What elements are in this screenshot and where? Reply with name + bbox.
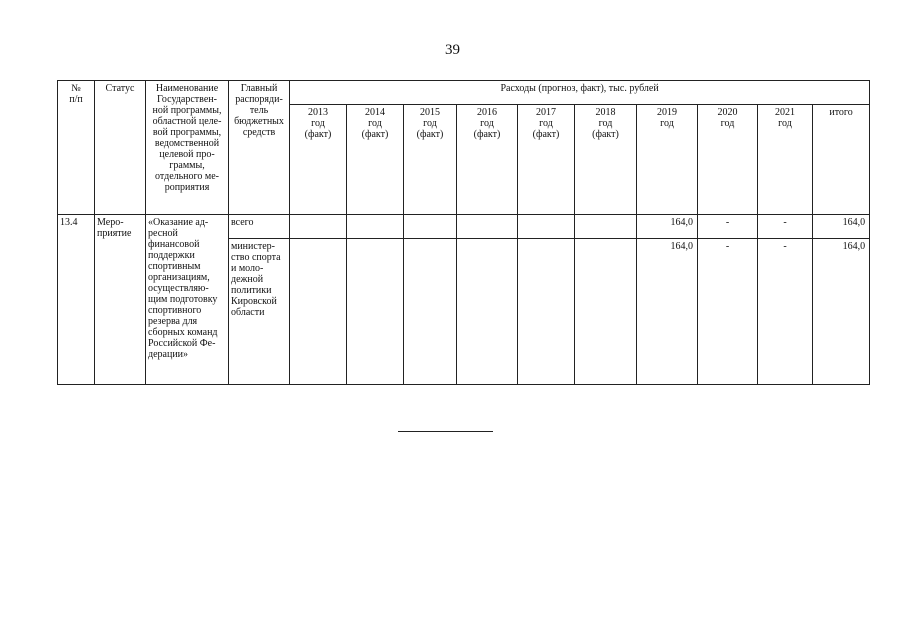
value-cell [290, 215, 347, 239]
separator-line [398, 431, 493, 432]
row-name: «Оказание ад- ресной финансовой поддержки спортивным организациям, осуществляю- щим подготовку спортивного резерва для сборных команд Российской Фе- дерации» [146, 215, 229, 385]
col-header-num: № п/п [58, 81, 95, 215]
value-cell [290, 239, 347, 385]
value-cell: 164,0 [637, 215, 698, 239]
col-header-year: 2015 год (факт) [404, 105, 457, 215]
row-manager: министер- ство спорта и моло- дежной политики Кировской области [229, 239, 290, 385]
col-header-year: 2014 год (факт) [347, 105, 404, 215]
value-cell: - [758, 215, 813, 239]
row-manager: всего [229, 215, 290, 239]
col-header-year: 2018 год (факт) [575, 105, 637, 215]
value-cell [347, 239, 404, 385]
col-header-year: 2013 год (факт) [290, 105, 347, 215]
col-header-year: 2021 год [758, 105, 813, 215]
value-cell: - [698, 215, 758, 239]
value-cell: 164,0 [813, 239, 870, 385]
col-header-year: 2017 год (факт) [518, 105, 575, 215]
col-header-year: 2019 год [637, 105, 698, 215]
col-header-year: 2016 год (факт) [457, 105, 518, 215]
value-cell: 164,0 [637, 239, 698, 385]
value-cell [457, 239, 518, 385]
budget-table [57, 80, 870, 385]
row-status: Меро- приятие [95, 215, 146, 385]
col-header-status: Статус [95, 81, 146, 215]
col-header-expenses: Расходы (прогноз, факт), тыс. рублей [290, 81, 870, 105]
value-cell: - [698, 239, 758, 385]
col-header-name: Наименование Государствен- ной программы, областной целе- вой программы, ведомственной целевой про- граммы, отдельного ме- роприятия [146, 81, 229, 215]
value-cell [575, 239, 637, 385]
value-cell: - [758, 239, 813, 385]
value-cell [404, 239, 457, 385]
value-cell [347, 215, 404, 239]
value-cell [457, 215, 518, 239]
value-cell [404, 215, 457, 239]
page-number: 39 [445, 42, 460, 58]
row-num: 13.4 [58, 215, 95, 385]
value-cell [518, 239, 575, 385]
value-cell: 164,0 [813, 215, 870, 239]
table-row [58, 215, 870, 239]
col-header-year: 2020 год [698, 105, 758, 215]
col-header-manager: Главный распоряди- тель бюджетных средств [229, 81, 290, 215]
value-cell [575, 215, 637, 239]
header-row-1 [58, 81, 870, 105]
value-cell [518, 215, 575, 239]
col-header-total: итого [813, 105, 870, 215]
